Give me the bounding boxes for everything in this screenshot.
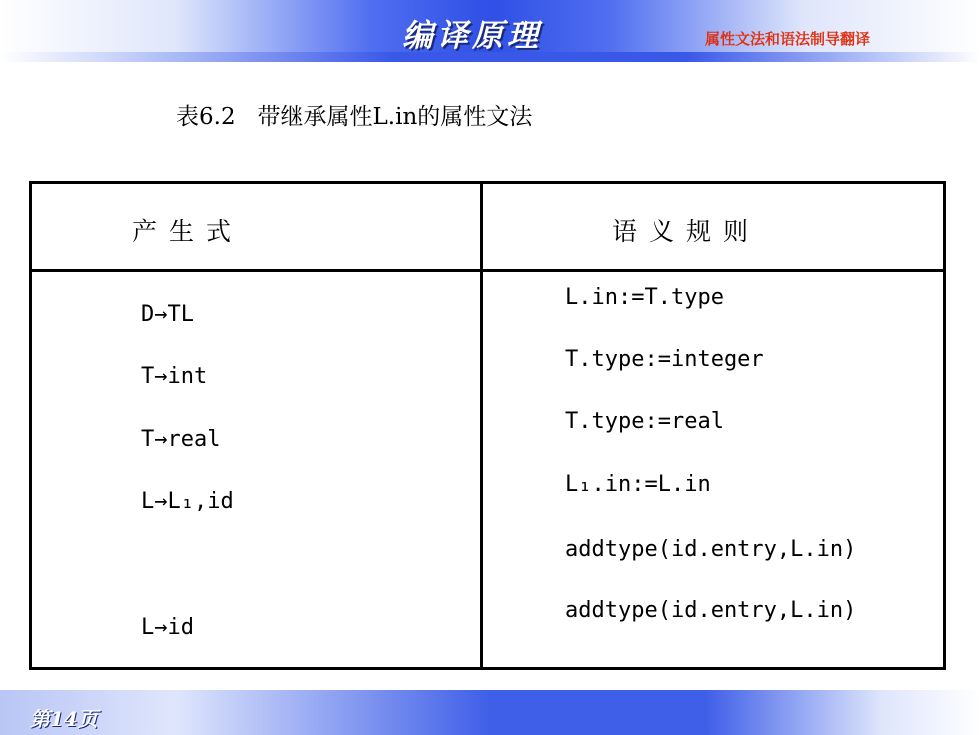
footer-bar xyxy=(0,690,980,735)
production-cell: T→real xyxy=(141,427,221,452)
header-semantic-rule: 语义规则 xyxy=(612,217,761,246)
column-divider xyxy=(480,184,483,667)
production-cell: L→L₁,id xyxy=(141,489,234,514)
rule-cell: addtype(id.entry,L.in) xyxy=(565,598,857,623)
production-cell: L→id xyxy=(141,615,194,640)
production-cell: T→int xyxy=(141,364,208,389)
rule-cell: L₁.in:=L.in xyxy=(565,472,711,497)
header-production: 产生式 xyxy=(132,217,244,246)
rule-cell: T.type:=integer xyxy=(565,347,764,372)
rule-cell: T.type:=real xyxy=(565,409,724,434)
course-title: 编译原理 xyxy=(402,18,542,54)
chapter-title: 属性文法和语法制导翻译 xyxy=(705,30,871,48)
rule-cell: L.in:=T.type xyxy=(565,285,724,310)
table-caption: 表6.2 带继承属性L.in的属性文法 xyxy=(176,104,533,130)
rule-cell: addtype(id.entry,L.in) xyxy=(565,537,857,562)
page-number: 第14页 xyxy=(30,707,98,731)
production-cell: D→TL xyxy=(141,302,194,327)
attribute-grammar-table xyxy=(29,181,946,670)
header-divider xyxy=(32,269,943,272)
